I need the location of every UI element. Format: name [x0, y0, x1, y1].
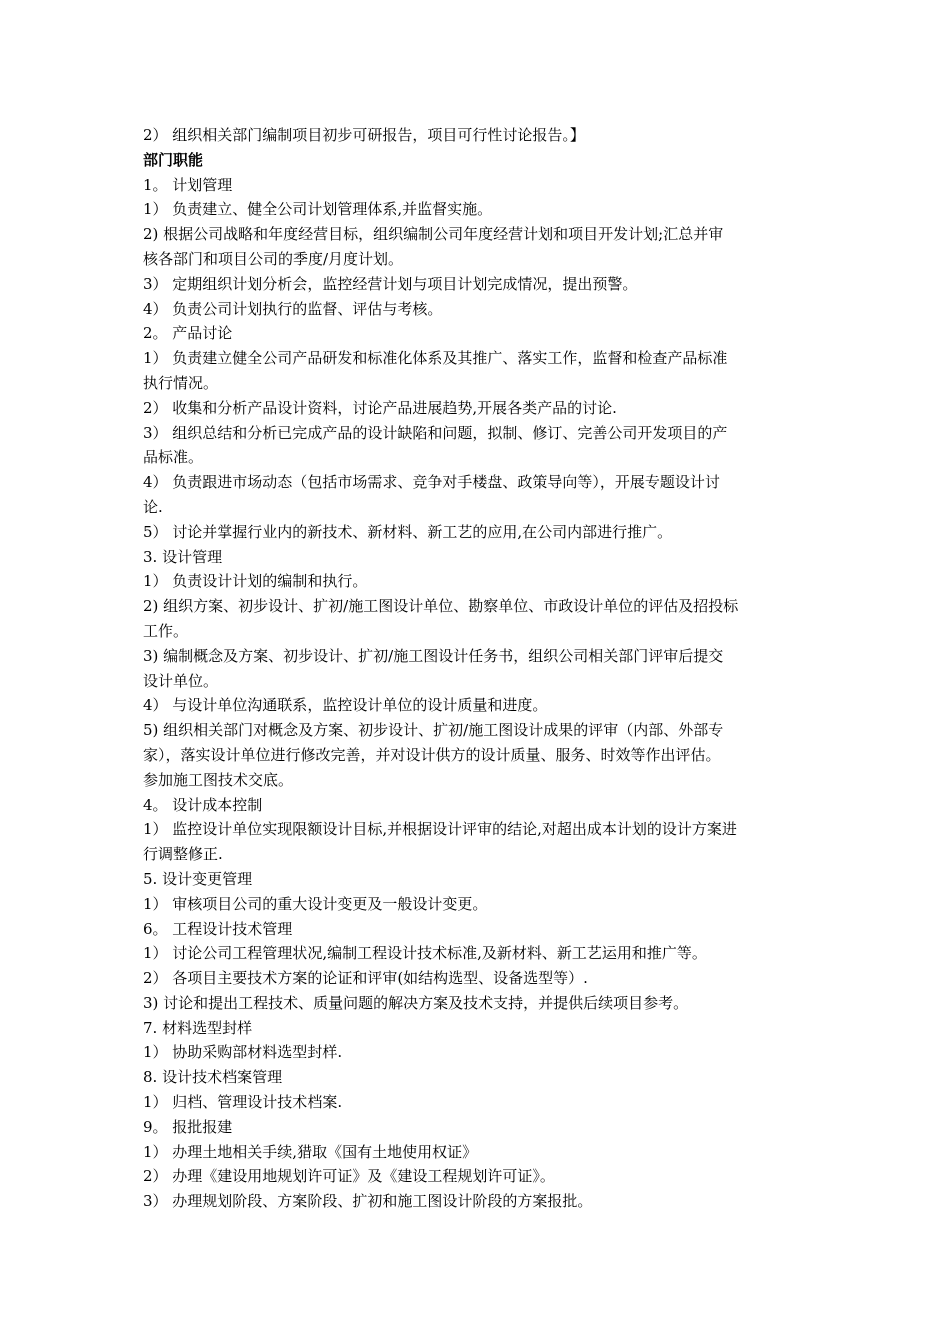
text-line: 3） 办理规划阶段、方案阶段、扩初和施工图设计阶段的方案报批。 — [143, 1192, 593, 1211]
text-line: 执行情况。 — [143, 373, 219, 392]
text-line: 1） 讨论公司工程管理状况,编制工程设计技术标准,及新材料、新工艺运用和推广等。 — [143, 944, 707, 963]
item-heading: 2。 产品讨论 — [143, 324, 233, 343]
text-line: 3) 讨论和提出工程技术、质量问题的解决方案及技术支持，并提供后续项目参考。 — [143, 993, 689, 1012]
item-heading: 4。 设计成本控制 — [143, 795, 263, 814]
text-line: 2） 各项目主要技术方案的论证和评审(如结构选型、设备选型等）. — [143, 969, 588, 988]
text-line: 2） 组织相关部门编制项目初步可研报告，项目可行性讨论报告。】 — [143, 126, 585, 144]
text-line: 核各部门和项目公司的季度/月度计划。 — [143, 249, 404, 268]
text-line: 参加施工图技术交底。 — [143, 770, 294, 789]
text-line: 5) 组织相关部门对概念及方案、初步设计、扩初/施工图设计成果的评审（内部、外部专 — [143, 721, 724, 740]
text-line: 家），落实设计单位进行修改完善，并对设计供方的设计质量、服务、时效等作出评估。 — [143, 745, 721, 764]
text-line: 1） 负责设计计划的编制和执行。 — [143, 572, 368, 591]
text-line: 1） 归档、管理设计技术档案. — [143, 1093, 343, 1112]
item-heading: 5. 设计变更管理 — [143, 869, 253, 888]
text-line: 1） 负责建立、健全公司计划管理体系,并监督实施。 — [143, 200, 493, 219]
text-line: 1） 协助采购部材料选型封样. — [143, 1043, 343, 1062]
text-line: 4） 负责跟进市场动态（包括市场需求、竞争对手楼盘、政策导向等），开展专题设计讨 — [143, 473, 720, 492]
item-heading: 1。 计划管理 — [143, 175, 233, 194]
text-line: 3） 组织总结和分析已完成产品的设计缺陷和问题，拟制、修订、完善公司开发项目的产 — [143, 423, 728, 442]
text-line: 行调整修正. — [143, 845, 223, 864]
text-line: 品标准。 — [143, 448, 204, 467]
item-heading: 8. 设计技术档案管理 — [143, 1068, 283, 1087]
text-line: 5） 讨论并掌握行业内的新技术、新材料、新工艺的应用,在公司内部进行推广。 — [143, 522, 673, 541]
item-heading: 9。 报批报建 — [143, 1117, 233, 1136]
text-line: 3） 定期组织计划分析会，监控经营计划与项目计划完成情况，提出预警。 — [143, 274, 638, 293]
item-heading: 6。 工程设计技术管理 — [143, 919, 293, 938]
text-line: 设计单位。 — [143, 671, 219, 690]
section-heading: 部门职能 — [143, 150, 204, 169]
item-heading: 3. 设计管理 — [143, 547, 223, 566]
item-heading: 7. 材料选型封样 — [143, 1018, 253, 1037]
text-line: 工作。 — [143, 621, 189, 640]
text-line: 2） 办理《建设用地规划许可证》及《建设工程规划许可证》。 — [143, 1167, 555, 1186]
text-line: 1） 监控设计单位实现限额设计目标,并根据设计评审的结论,对超出成本计划的设计方案进 — [143, 820, 737, 839]
text-line: 2) 组织方案、初步设计、扩初/施工图设计单位、勘察单位、市政设计单位的评估及招投标 — [143, 597, 739, 616]
text-line: 4） 与设计单位沟通联系，监控设计单位的设计质量和进度。 — [143, 696, 548, 715]
text-line: 3) 编制概念及方案、初步设计、扩初/施工图设计任务书，组织公司相关部门评审后提交 — [143, 646, 724, 665]
text-line: 论. — [143, 497, 163, 516]
text-line: 4） 负责公司计划执行的监督、评估与考核。 — [143, 299, 443, 318]
text-line: 1） 办理土地相关手续,猎取《国有土地使用权证》 — [143, 1142, 478, 1161]
text-line: 2） 收集和分析产品设计资料，讨论产品进展趋势,开展各类产品的讨论. — [143, 398, 617, 417]
document-body — [143, 123, 811, 1214]
text-line: 2) 根据公司战略和年度经营目标，组织编制公司年度经营计划和项目开发计划;汇总并审 — [143, 225, 724, 244]
text-line: 1） 负责建立健全公司产品研发和标准化体系及其推广、落实工作，监督和检查产品标准 — [143, 349, 728, 368]
text-line: 1） 审核项目公司的重大设计变更及一般设计变更。 — [143, 894, 488, 913]
